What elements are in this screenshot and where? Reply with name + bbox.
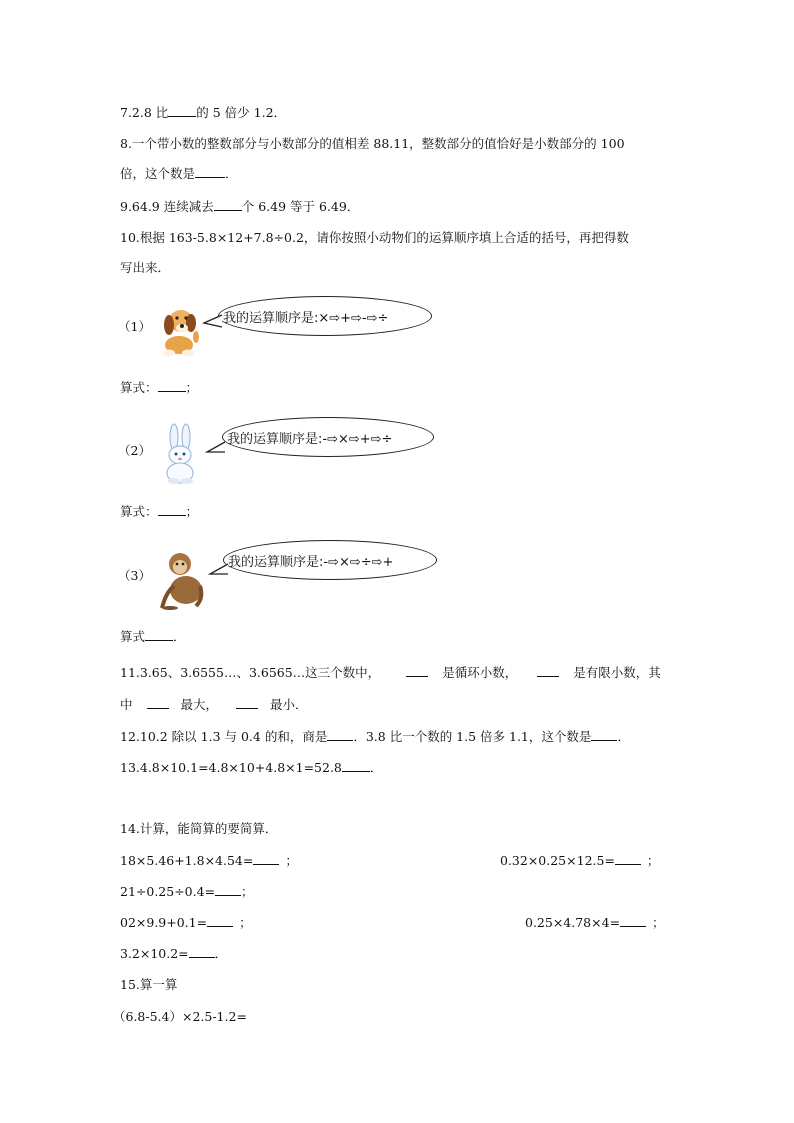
question-9 xyxy=(120,198,359,216)
item-1-answer-prefix: 算式： xyxy=(120,380,158,395)
q11-blank-1[interactable] xyxy=(406,664,428,677)
item-1-answer-suffix: ； xyxy=(185,380,199,395)
item-1-speech-bubble xyxy=(218,296,432,336)
rabbit-icon xyxy=(158,423,204,485)
q14-blank-2[interactable] xyxy=(615,852,641,865)
q14-e2: 0.32×0.25×12.5= xyxy=(500,853,615,868)
q8-line2-prefix: 倍，这个数是 xyxy=(120,166,196,181)
item-1-bubble-text: 我的运算顺序是:×⇨+⇨-⇨÷ xyxy=(223,310,389,326)
q14-expr-1 xyxy=(120,852,298,870)
q13-suffix: ． xyxy=(369,760,383,775)
item-3-speech-bubble xyxy=(223,540,437,580)
q14-sep-2: ； xyxy=(646,853,660,868)
q14-blank-4[interactable] xyxy=(207,914,233,927)
q14-expr-4 xyxy=(120,914,252,932)
monkey-icon xyxy=(156,548,210,610)
q11-line1-a: 11.3.65、3.6555…、3.6565…这三个数中， xyxy=(120,665,381,680)
q12-c: ． xyxy=(617,729,630,744)
item-2-speech-bubble xyxy=(222,417,434,457)
question-15-expr: （6.8-5.4）×2.5-1.2= xyxy=(113,1009,247,1024)
item-2-answer-blank[interactable] xyxy=(158,503,186,516)
q11-line2-a: 中 xyxy=(120,697,133,712)
q9-suffix: 个 6.49 等于 6.49． xyxy=(241,199,360,214)
question-10-line1: 10.根据 163-5.8×12+7.8÷0.2，请你按照小动物们的运算顺序填上合适的括号，再把得数 xyxy=(120,230,629,245)
question-12 xyxy=(120,728,630,746)
q14-expr-5 xyxy=(525,914,665,932)
q12-blank-1[interactable] xyxy=(327,728,353,741)
q14-sep-1: ； xyxy=(285,853,298,868)
q14-expr-6 xyxy=(120,945,227,963)
item-3-label: （3） xyxy=(118,568,151,583)
question-11-line2 xyxy=(120,696,308,714)
q12-a: 12.10.2 除以 1.3 与 0.4 的和，商是 xyxy=(120,729,328,744)
q14-end: ． xyxy=(214,946,228,961)
q14-sep-3: ； xyxy=(241,884,254,899)
q14-e4: 02×9.9+0.1= xyxy=(120,915,208,930)
item-2-label: （2） xyxy=(118,443,151,458)
item-2-answer-prefix: 算式： xyxy=(120,504,158,519)
item-1-label: （1） xyxy=(118,319,151,334)
question-10-line2: 写出来． xyxy=(120,260,171,275)
question-8-line2 xyxy=(120,165,238,183)
q11-blank-3[interactable] xyxy=(147,696,169,709)
item-3-bubble-text: 我的运算顺序是:-⇨×⇨÷⇨+ xyxy=(228,554,394,570)
q14-sep-4: ； xyxy=(239,915,252,930)
q12-blank-2[interactable] xyxy=(591,728,617,741)
item-1-answer-blank[interactable] xyxy=(158,379,186,392)
item-3-answer xyxy=(120,628,186,646)
q9-prefix: 9.64.9 连续减去 xyxy=(120,199,214,214)
item-2-answer xyxy=(120,503,198,521)
q7-suffix: 的 5 倍少 1.2． xyxy=(196,105,287,120)
q8-blank[interactable] xyxy=(195,165,225,178)
item-3-answer-blank[interactable] xyxy=(145,628,173,641)
q11-blank-4[interactable] xyxy=(236,696,258,709)
q13-blank[interactable] xyxy=(342,759,370,772)
item-1-answer xyxy=(120,379,198,397)
item-3-answer-prefix: 算式 xyxy=(120,629,146,644)
q14-expr-2 xyxy=(500,852,659,870)
q14-e3: 21÷0.25÷0.4= xyxy=(120,884,216,899)
item-3-answer-suffix: ． xyxy=(173,629,186,644)
q14-blank-1[interactable] xyxy=(253,852,279,865)
q11-blank-2[interactable] xyxy=(537,664,559,677)
item-2-bubble-text: 我的运算顺序是:-⇨×⇨+⇨÷ xyxy=(227,431,393,447)
q14-e1: 18×5.46+1.8×4.54= xyxy=(120,853,254,868)
q9-blank[interactable] xyxy=(214,198,242,211)
q11-line1-c: 是有限小数，其 xyxy=(573,665,661,680)
q11-line2-b: 最大， xyxy=(180,697,219,712)
q11-line1-b: 是循环小数， xyxy=(442,665,518,680)
item-2-bubble-tail xyxy=(205,440,227,458)
q14-e6: 3.2×10.2= xyxy=(120,946,189,961)
q14-blank-3[interactable] xyxy=(215,883,241,896)
q8-line2-suffix: ． xyxy=(225,166,238,181)
item-1-bubble-tail xyxy=(202,313,224,331)
q12-b: ．3.8 比一个数的 1.5 倍多 1.1，这个数是 xyxy=(353,729,592,744)
item-3-bubble-tail xyxy=(208,562,230,580)
q14-e5: 0.25×4.78×4= xyxy=(525,915,621,930)
puppy-icon xyxy=(155,301,207,359)
item-2-answer-suffix: ； xyxy=(185,504,199,519)
question-15-title: 15.算一算 xyxy=(120,977,178,992)
q13-prefix: 13.4.8×10.1=4.8×10+4.8×1=52.8 xyxy=(120,760,342,775)
question-13 xyxy=(120,759,382,777)
question-14-title: 14.计算，能简算的要简算． xyxy=(120,821,278,836)
question-11-line1 xyxy=(120,664,661,682)
q14-blank-5[interactable] xyxy=(620,914,646,927)
q14-blank-6[interactable] xyxy=(189,945,215,958)
q7-blank[interactable] xyxy=(168,104,196,117)
question-7 xyxy=(120,104,286,122)
question-8-line1: 8.一个带小数的整数部分与小数部分的值相差 88.11，整数部分的值恰好是小数部分的 100 xyxy=(120,136,625,151)
q14-sep-5: ； xyxy=(652,915,665,930)
q14-expr-3 xyxy=(120,883,254,901)
q11-line2-c: 最小． xyxy=(270,697,308,712)
q7-prefix: 7.2.8 比 xyxy=(120,105,169,120)
